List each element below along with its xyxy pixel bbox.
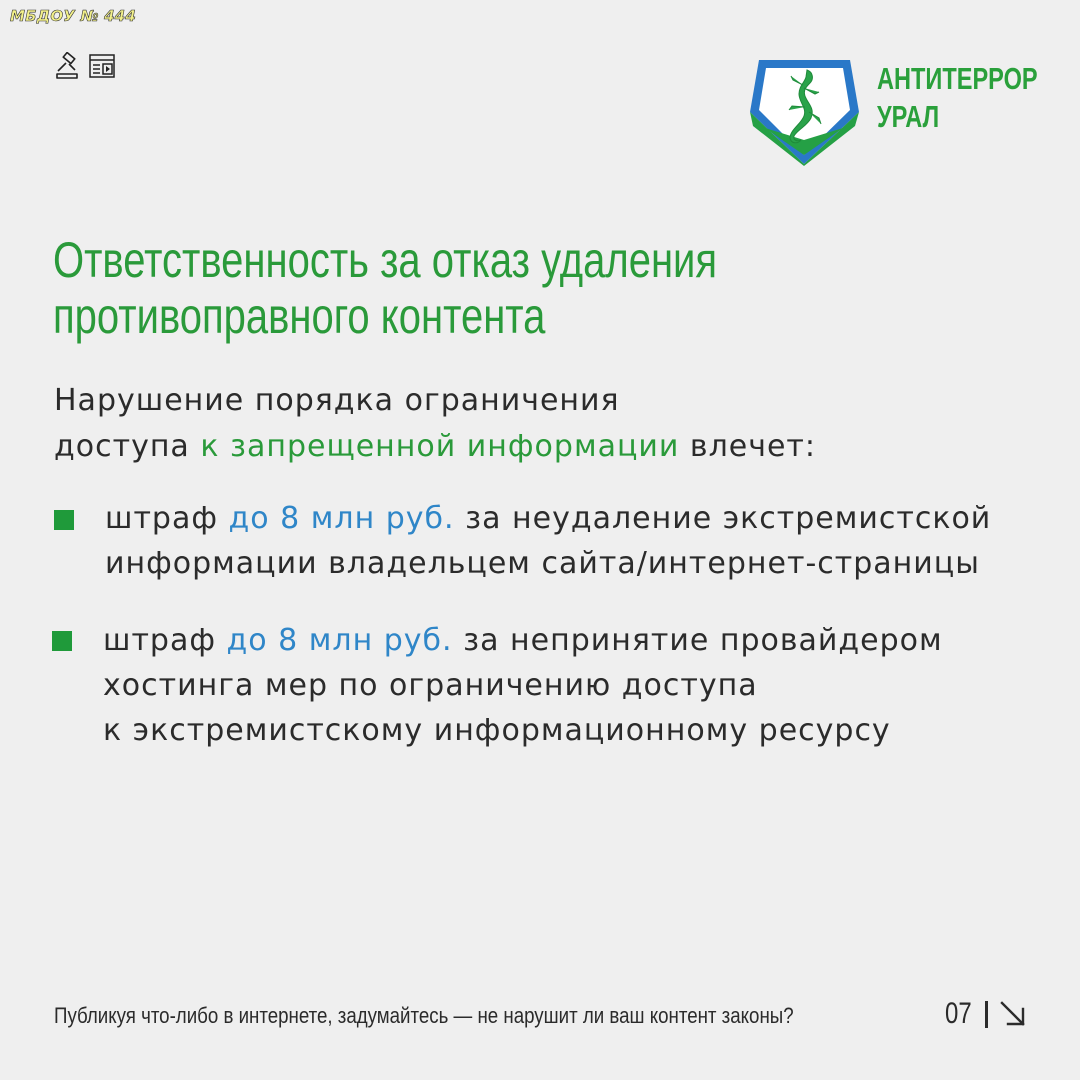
top-icons [54,52,116,80]
list-item-line-1 [103,618,943,663]
brand-line-2: УРАЛ [877,99,940,134]
list-item [105,496,991,586]
lizard-shield-logo [747,52,862,167]
list-item-line-1 [105,496,991,541]
page-number: 07 [945,997,972,1030]
footer-text: Публикуя что-либо в интернете, задумайтесь — не нарушит ли ваш контент законы? [54,1003,794,1028]
intro-line-2 [54,424,816,470]
gavel-icon [54,52,82,80]
list-item-line-2: информации владельцем сайта/интернет-страницы [105,546,980,581]
intro-text [54,378,816,470]
page-title [53,232,717,344]
list-item-line-3: к экстремистскому информационному ресурсу [103,713,891,748]
fine-amount: до 8 млн руб. [228,501,455,536]
fine-reason: за неудаление экстремистской [454,501,992,536]
intro-highlight: к запрещенной информации [200,429,680,464]
green-square-bullet [52,631,72,651]
title-line-2: противоправного контента [53,288,546,344]
footer-divider [985,1001,988,1028]
list-item-line-2: хостинга мер по ограничению доступа [103,668,758,703]
web-pages-icon [88,52,116,80]
intro-line-1: Нарушение порядка ограничения [54,383,620,418]
intro-line-2-end: влечет: [679,429,817,464]
fine-reason: за непринятие провайдером [452,623,943,658]
intro-line-2-start: доступа [54,429,201,464]
fine-amount: до 8 млн руб. [226,623,453,658]
green-square-bullet [54,510,74,530]
list-item [103,618,943,753]
brand-line-1: АНТИТЕРРОР [877,61,1038,96]
arrow-down-right-icon[interactable] [999,1000,1027,1028]
fine-prefix: штраф [103,623,227,658]
school-stamp: МБДОУ № 444 [10,7,137,25]
brand-name [877,60,1038,136]
title-line-1: Ответственность за отказ удаления [53,232,718,288]
fine-prefix: штраф [105,501,229,536]
